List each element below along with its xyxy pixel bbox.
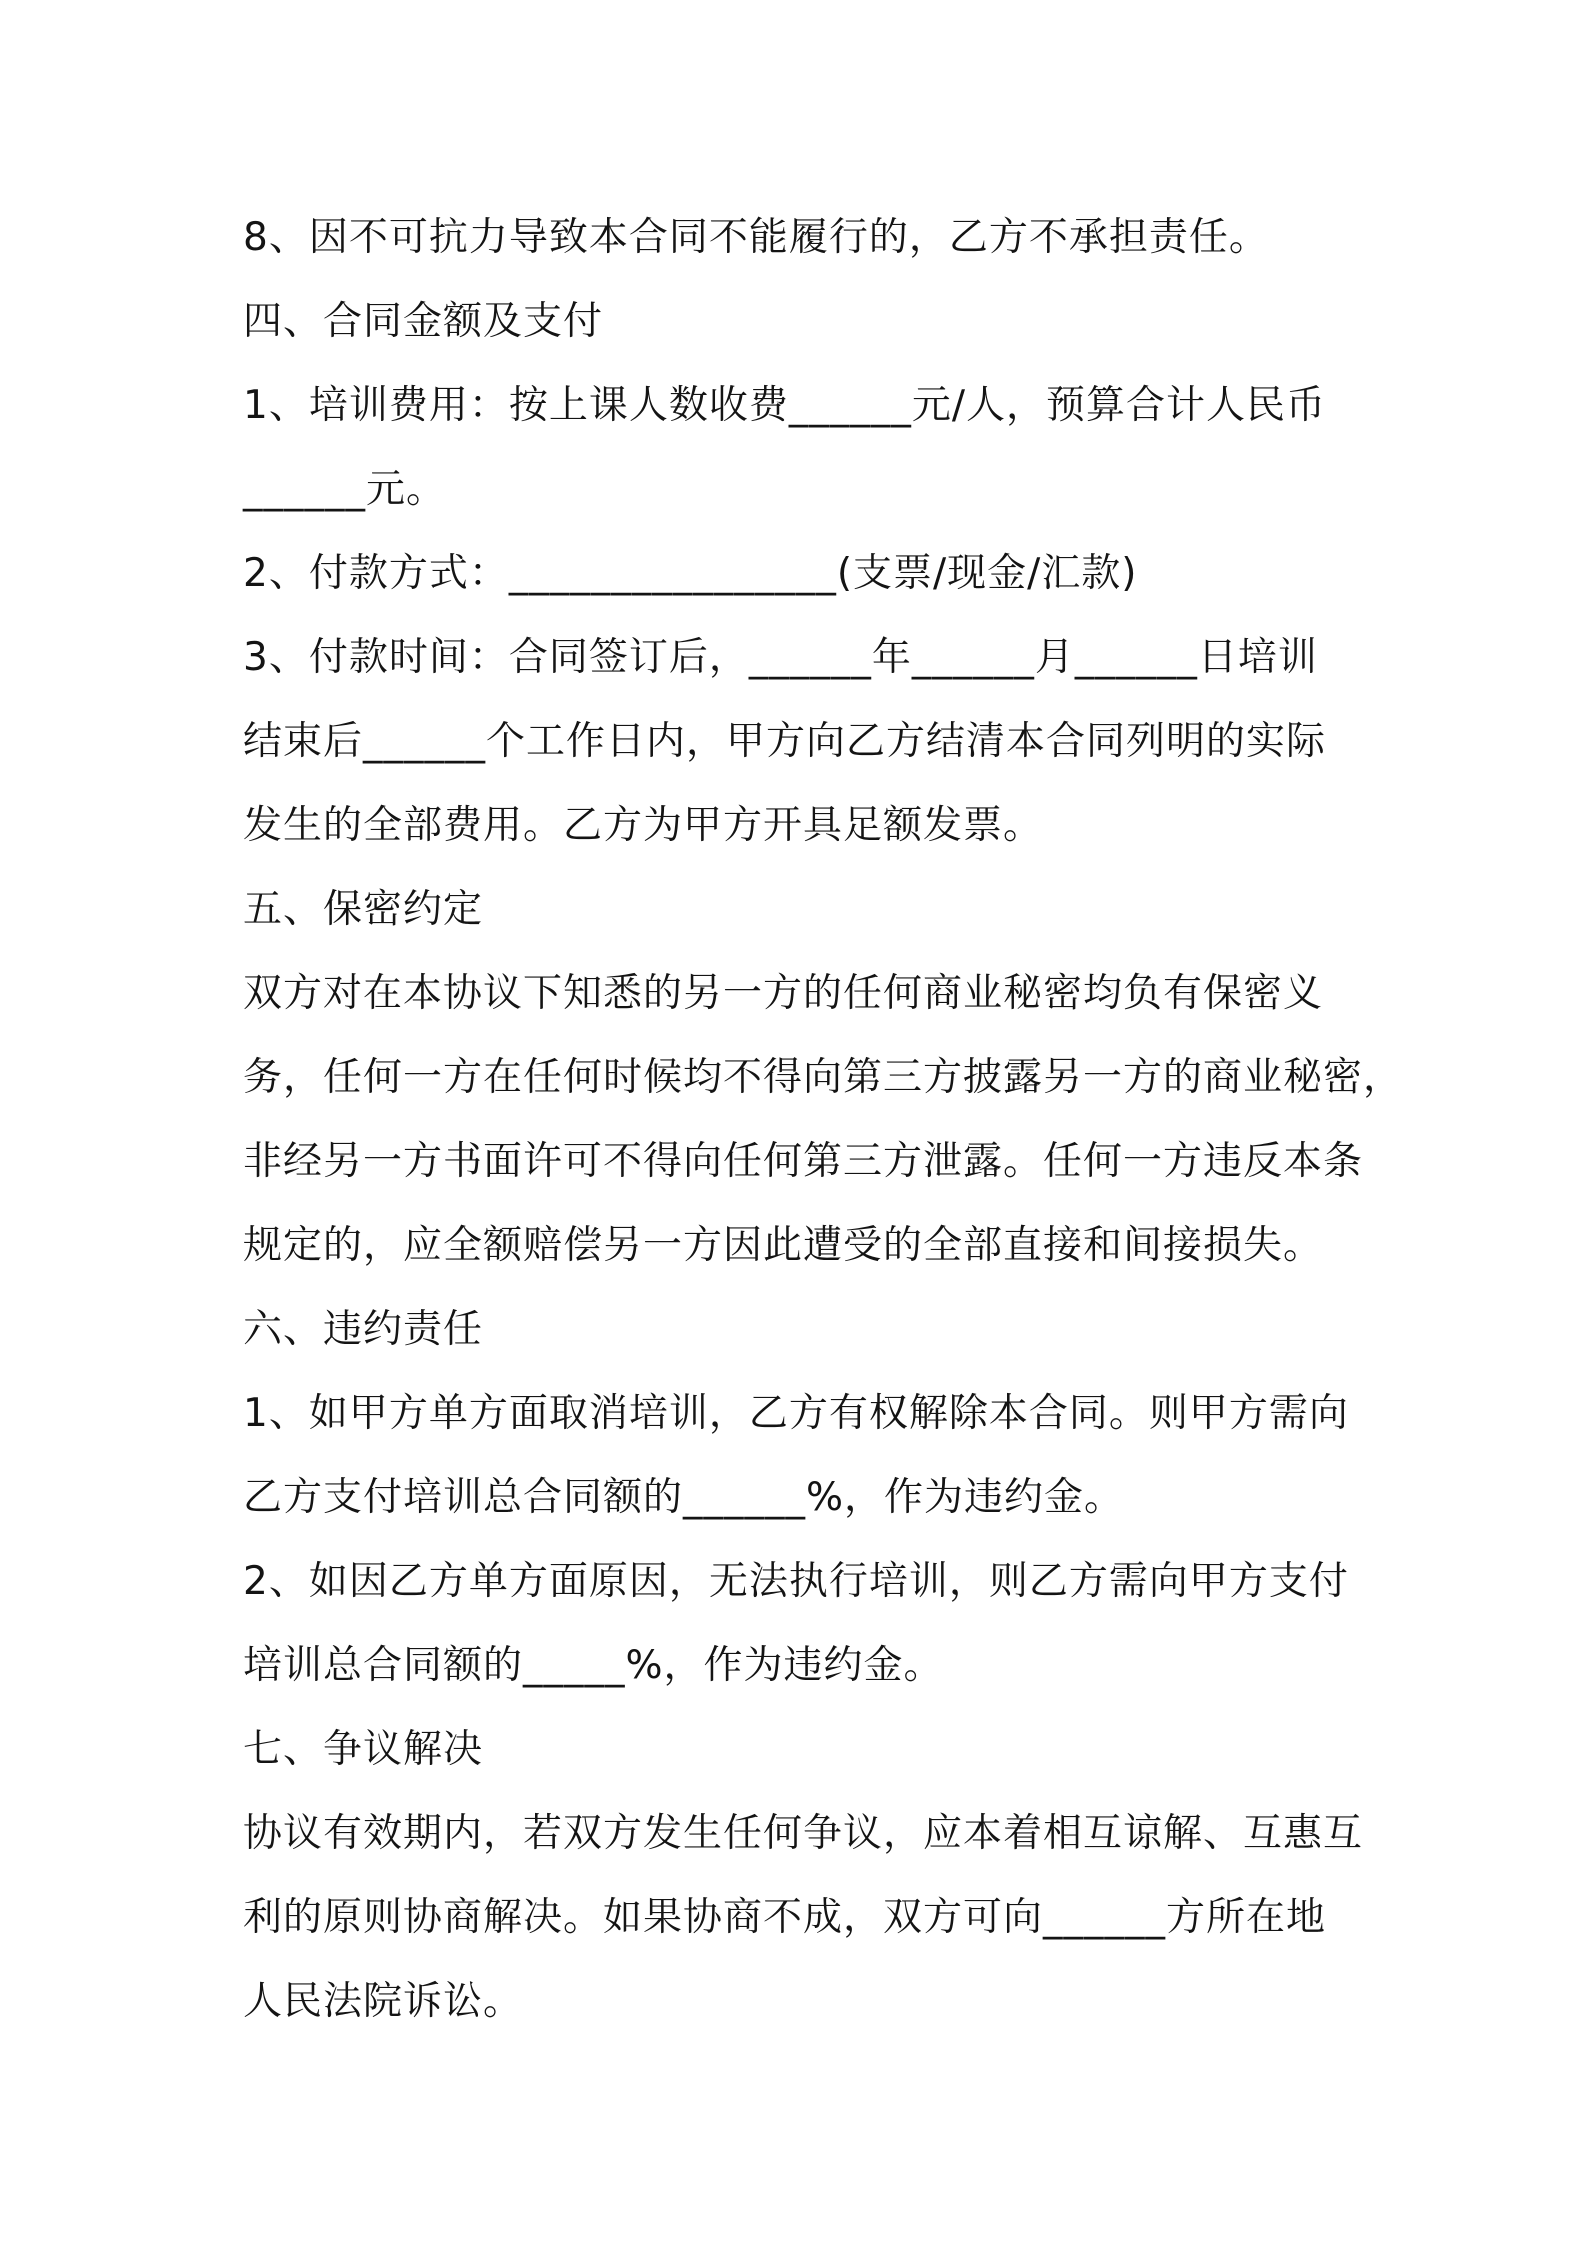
document-body (243, 196, 1404, 2044)
clause-payment-time-cont-1: 结束后______个工作日内，甲方向乙方结清本合同列明的实际 (243, 719, 1327, 764)
clause-payment-time: 3、付款时间：合同签订后，______年______月______日培训 (243, 635, 1318, 680)
confidentiality-text-3: 非经另一方书面许可不得向任何第三方泄露。任何一方违反本条 (243, 1139, 1364, 1184)
confidentiality-text-4: 规定的，应全额赔偿另一方因此遭受的全部直接和间接损失。 (243, 1223, 1324, 1268)
clause-payment-method: 2、付款方式：________________(支票/现金/汇款) (243, 551, 1138, 596)
section-heading-dispute-resolution: 七、争议解决 (243, 1727, 484, 1772)
dispute-text-2: 利的原则协商解决。如果协商不成，双方可向______方所在地 (243, 1895, 1327, 1940)
dispute-text-1: 协议有效期内，若双方发生任何争议，应本着相互谅解、互惠互 (243, 1811, 1364, 1856)
clause-payment-time-cont-2: 发生的全部费用。乙方为甲方开具足额发票。 (243, 803, 1044, 848)
clause-party-b-unable-cont: 培训总合同额的_____%，作为违约金。 (243, 1643, 944, 1688)
clause-training-fee-cont: ______元。 (243, 467, 447, 512)
clause-party-a-cancel-cont: 乙方支付培训总合同额的______%，作为违约金。 (243, 1475, 1125, 1520)
clause-party-b-unable: 2、如因乙方单方面原因，无法执行培训，则乙方需向甲方支付 (243, 1559, 1349, 1604)
clause-training-fee: 1、培训费用：按上课人数收费______元/人，预算合计人民币 (243, 383, 1326, 428)
section-heading-confidentiality: 五、保密约定 (243, 887, 484, 932)
confidentiality-text-1: 双方对在本协议下知悉的另一方的任何商业秘密均负有保密义 (243, 971, 1324, 1016)
section-heading-breach-liability: 六、违约责任 (243, 1307, 484, 1352)
dispute-text-3: 人民法院诉讼。 (243, 1979, 524, 2024)
confidentiality-text-2: 务，任何一方在任何时候均不得向第三方披露另一方的商业秘密， (243, 1055, 1404, 1100)
clause-party-a-cancel: 1、如甲方单方面取消培训，乙方有权解除本合同。则甲方需向 (243, 1391, 1349, 1436)
clause-8-force-majeure: 8、因不可抗力导致本合同不能履行的，乙方不承担责任。 (243, 215, 1269, 260)
section-heading-contract-amount: 四、合同金额及支付 (243, 299, 604, 344)
